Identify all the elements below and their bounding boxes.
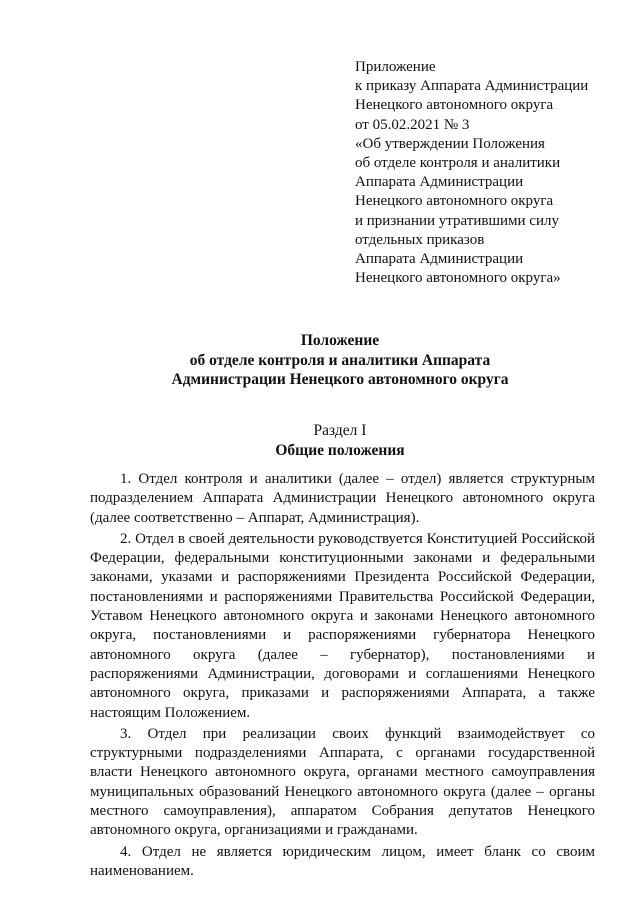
title-line: Положение [300, 332, 380, 349]
document-body [90, 470, 595, 883]
title-line: об отделе контроля и аналитики Аппарата [189, 351, 491, 369]
appendix-line: об отделе контроля и аналитики [355, 155, 561, 172]
appendix-line: Приложение [355, 59, 436, 75]
section-number: Раздел I [313, 422, 367, 439]
title-line: Администрации Ненецкого автономного округа [171, 371, 509, 388]
section-heading [90, 421, 590, 460]
appendix-line: от 05.02.2021 № 3 [355, 116, 470, 133]
appendix-line: и признании утратившими силу [355, 212, 559, 229]
paragraph: 2. Отдел в своей деятельности руководствуется Конституцией Российской Федерации, федеральными конституционными законами и федеральными законами, указами и распоряжениями Президента Российской Федерации, постановлениями и распоряжениями Правительства Российской Федерации, Уставом Ненецкого автономного округа и законами Ненецкого автономного округа, постановлениями и распоряжениями губернатора Ненецкого автономного округа (далее – губернатор), постановлениями и распоряжениями Администрации, договорами и соглашениями Ненецкого автономного округа, приказами и распоряжениями Аппарата, а также настоящим Положением. [90, 530, 595, 721]
appendix-header [355, 58, 625, 288]
appendix-line: Ненецкого автономного округа [355, 193, 554, 210]
appendix-line: «Об утверждении Положения [355, 135, 545, 152]
appendix-line: к приказу Аппарата Администрации [355, 78, 589, 95]
paragraph: 3. Отдел при реализации своих функций взаимодействует со структурными подразделениями Аппарата, с органами государственной власти Ненецкого автономного округа, органами местного самоуправления муниципальных образований Ненецкого автономного округа (далее – органы местного самоуправления), аппаратом Собрания депутатов Ненецкого автономного округа, организациями и гражданами. [90, 725, 595, 839]
document-title [90, 331, 590, 390]
appendix-line: Ненецкого автономного округа» [355, 270, 561, 287]
appendix-line: Аппарата Администрации [355, 174, 524, 191]
appendix-line: Аппарата Администрации [355, 251, 524, 268]
paragraph: 1. Отдел контроля и аналитики (далее – отдел) является структурным подразделением Аппарата Администрации Ненецкого автономного округа (далее соответственно – Аппарат, Администрация). [90, 471, 595, 526]
section-name: Общие положения [275, 441, 405, 459]
appendix-line: Ненецкого автономного округа [355, 97, 554, 114]
paragraph: 4. Отдел не является юридическим лицом, имеет бланк со своим наименованием. [90, 843, 595, 879]
appendix-line: отдельных приказов [355, 231, 485, 248]
